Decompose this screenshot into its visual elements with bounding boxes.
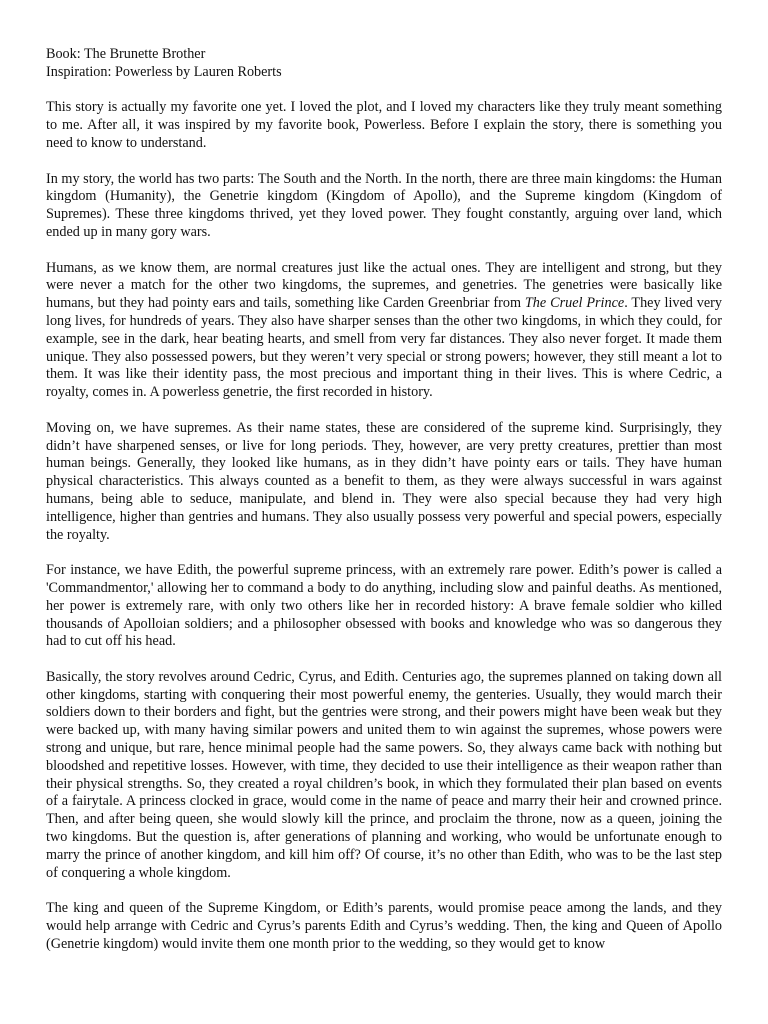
paragraph-intro: This story is actually my favorite one yet. I loved the plot, and I loved my characters like they truly meant something to me. After all, it was inspired by my favorite book, Powerless. Before I explain the story, there is something you need to know to understand. <box>46 99 722 151</box>
document-header <box>46 46 722 82</box>
paragraph-humans-genetries <box>46 260 722 402</box>
document-page <box>46 46 722 971</box>
inspiration-line: Inspiration: Powerless by Lauren Roberts <box>46 63 282 80</box>
paragraph-humans-part-2: . They lived very long lives, for hundreds of years. They also have sharper senses than the other two kingdoms, in which they could, for example, see in the dark, hear beating hearts, and smell from very far distances. They also never forget. It made them unique. They also possessed powers, but they weren’t very special or strong powers; however, they still meant a lot to them. It was like their identity pass, the most precious and important thing in their lives. This is where Cedric, a royalty, comes in. A powerless genetrie, the first recorded in history. <box>46 295 723 401</box>
paragraph-edith: For instance, we have Edith, the powerful supreme princess, with an extremely rare power. Edith’s power is called a 'Commandmentor,' allowing her to command a body to do anything, including slow and painful deaths. As mentioned, her power is extremely rare, with only two others like her in recorded history: A brave female soldier who killed thousands of Apolloian soldiers; and a philosopher obsessed with books and knowledge who was so dangerous they had to cut off his head. <box>46 562 722 650</box>
book-title-line: Book: The Brunette Brother <box>46 46 206 62</box>
paragraph-humans-part-1: Humans, as we know them, are normal creatures just like the actual ones. They are intelligent and strong, but they were never a match for the other two kingdoms, the supremes, and genetries. The genetries were basically like humans, but they had pointy ears and tails, something like Carden Greenbriar from <box>46 259 722 312</box>
paragraph-world: In my story, the world has two parts: The South and the North. In the north, there are three main kingdoms: the Human kingdom (Humanity), the Genetrie kingdom (Kingdom of Apollo), and the Supreme kingdom (Kingdom of Supremes). These three kingdoms thrived, yet they loved power. They fought constantly, arguing over land, which ended up in many gory wars. <box>46 170 722 240</box>
book-title-cruel-prince: The Cruel Prince <box>524 295 625 312</box>
paragraph-wedding: The king and queen of the Supreme Kingdom, or Edith’s parents, would promise peace among the lands, and they would help arrange with Cedric and Cyrus’s parents Edith and Cyrus’s wedding. Then, the king and Queen of Apollo (Genetrie kingdom) would invite them one month prior to the wedding, so they would get to know <box>46 900 722 952</box>
paragraph-plot: Basically, the story revolves around Cedric, Cyrus, and Edith. Centuries ago, the supremes planned on taking down all other kingdoms, starting with conquering their most powerful enemy, the genteries. Usually, they would march their soldiers down to their borders and fight, but the gentries were strong, and their powers might have been weak but they were backed up, with many having similar powers and united them to win against the supremes, whose powers were strong and unique, but rare, hence minimal people had the same powers. So, they always came back with nothing but bloodshed and repetitive losses. However, with time, they decided to use their intelligence as their weapon rather than their physical strengths. So, they created a royal children’s book, in which they formulated their plan based on events of a fairytale. A princess clocked in grace, would come in the name of peace and marry their heir and crowned prince. Then, and after being queen, she would slowly kill the prince, and proclaim the throne, now as a queen, joining the two kingdoms. But the question is, after generations of planning and working, who would be unfortunate enough to marry the prince of another kingdom, and kill him off? Of course, it’s no other than Edith, who was to be the last step of conquering a whole kingdom. <box>46 668 722 881</box>
paragraph-supremes: Moving on, we have supremes. As their name states, these are considered of the supreme kind. Surprisingly, they didn’t have sharpened senses, or live for long periods. They, however, are very pretty creatures, prettier than most human beings. Generally, they looked like humans, as in they didn’t have pointy ears or tails. They have human physical characteristics. This always counted as a benefit to them, as they were always successful in wars against humans, being able to seduce, manipulate, and blend in. They were also special because they had very high intelligence, higher than gentries and humans. They also usually possess very powerful and special powers, especially the royalty. <box>46 419 722 543</box>
